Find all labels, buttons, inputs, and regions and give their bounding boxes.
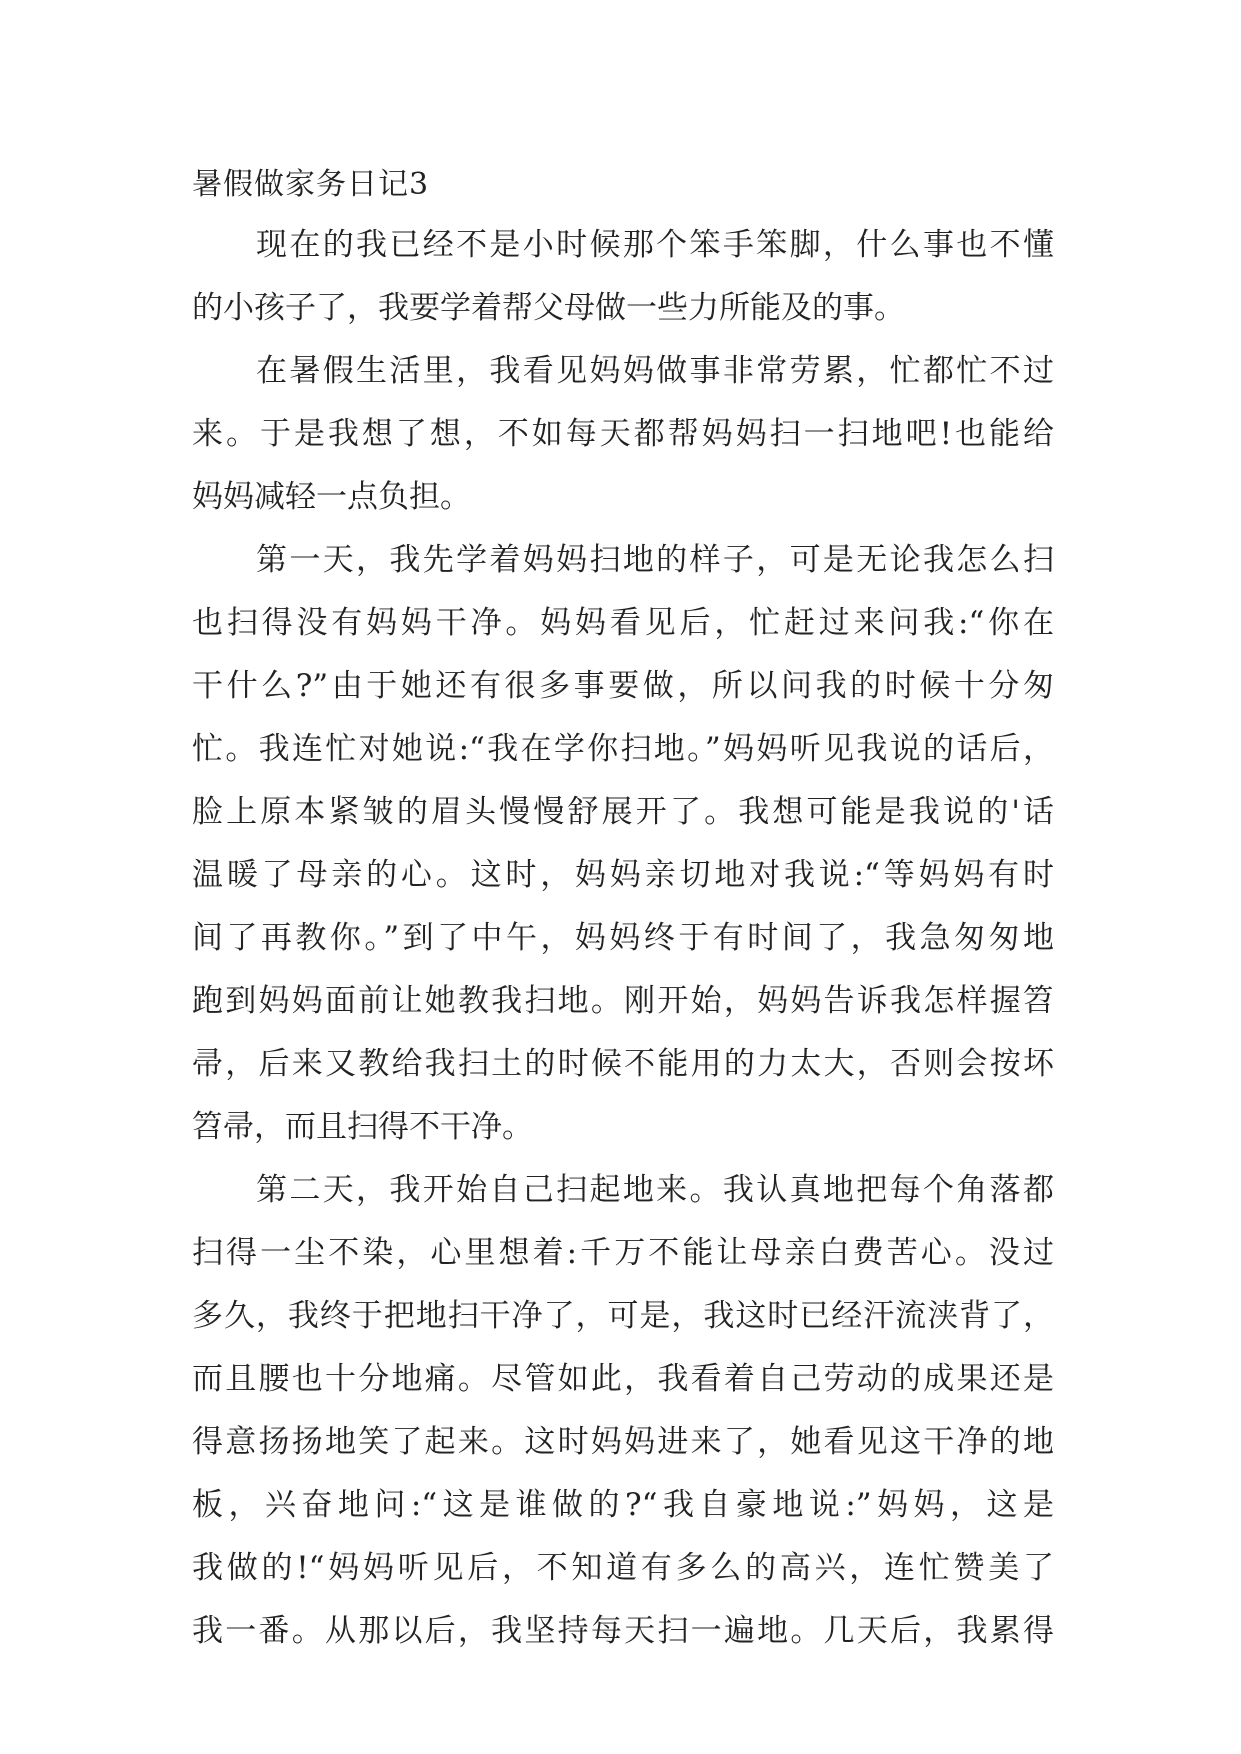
paragraph-line: 多久，我终于把地扫干净了，可是，我这时已经汗流浃背了， xyxy=(192,1298,1054,1334)
paragraph-line: 脸上原本紧皱的眉头慢慢舒展开了。我想可能是我说的'话 xyxy=(192,794,1054,830)
paragraph xyxy=(192,214,1054,340)
paragraph-line: 也扫得没有妈妈干净。妈妈看见后，忙赶过来问我:“你在 xyxy=(192,605,1054,641)
paragraph-line: 忙。我连忙对她说:“我在学你扫地。”妈妈听见我说的话后， xyxy=(192,731,1054,767)
paragraph-line: 的小孩子了，我要学着帮父母做一些力所能及的事。 xyxy=(192,290,905,326)
paragraph-line: 妈妈减轻一点负担。 xyxy=(192,479,471,515)
document-title: 暑假做家务日记3 xyxy=(192,167,430,202)
paragraph-line: 扫得一尘不染，心里想着:千万不能让母亲白费苦心。没过 xyxy=(192,1235,1054,1271)
paragraph xyxy=(192,340,1054,529)
paragraph-line: 帚，后来又教给我扫土的时候不能用的力太大，否则会按坏 xyxy=(192,1046,1054,1082)
paragraph-line: 我一番。从那以后，我坚持每天扫一遍地。几天后，我累得 xyxy=(192,1613,1054,1649)
paragraph xyxy=(192,529,1054,1159)
paragraph-line: 而且腰也十分地痛。尽管如此，我看着自己劳动的成果还是 xyxy=(192,1361,1054,1397)
paragraph-line: 第一天，我先学着妈妈扫地的样子，可是无论我怎么扫 xyxy=(256,542,1054,578)
paragraph-line: 笤帚，而且扫得不干净。 xyxy=(192,1109,533,1145)
paragraph-line: 温暖了母亲的心。这时，妈妈亲切地对我说:“等妈妈有时 xyxy=(192,857,1054,893)
paragraph-line: 干什么?”由于她还有很多事要做，所以问我的时候十分匆 xyxy=(192,668,1054,704)
paragraph-line: 我做的!“妈妈听见后，不知道有多么的高兴，连忙赞美了 xyxy=(192,1550,1054,1586)
paragraph-line: 来。于是我想了想，不如每天都帮妈妈扫一扫地吧!也能给 xyxy=(192,416,1054,452)
document-body xyxy=(192,156,1054,1663)
paragraph-line: 第二天，我开始自己扫起地来。我认真地把每个角落都 xyxy=(256,1172,1054,1208)
paragraph-line: 在暑假生活里，我看见妈妈做事非常劳累，忙都忙不过 xyxy=(256,353,1054,389)
paragraph-line: 现在的我已经不是小时候那个笨手笨脚，什么事也不懂 xyxy=(256,227,1054,263)
paragraph-line: 间了再教你。”到了中午，妈妈终于有时间了，我急匆匆地 xyxy=(192,920,1054,956)
paragraph-line: 得意扬扬地笑了起来。这时妈妈进来了，她看见这干净的地 xyxy=(192,1424,1054,1460)
paragraph xyxy=(192,1159,1054,1663)
paragraph-line: 跑到妈妈面前让她教我扫地。刚开始，妈妈告诉我怎样握笤 xyxy=(192,983,1054,1019)
paragraph-line: 板，兴奋地问:“这是谁做的?“我自豪地说:”妈妈，这是 xyxy=(192,1487,1054,1523)
